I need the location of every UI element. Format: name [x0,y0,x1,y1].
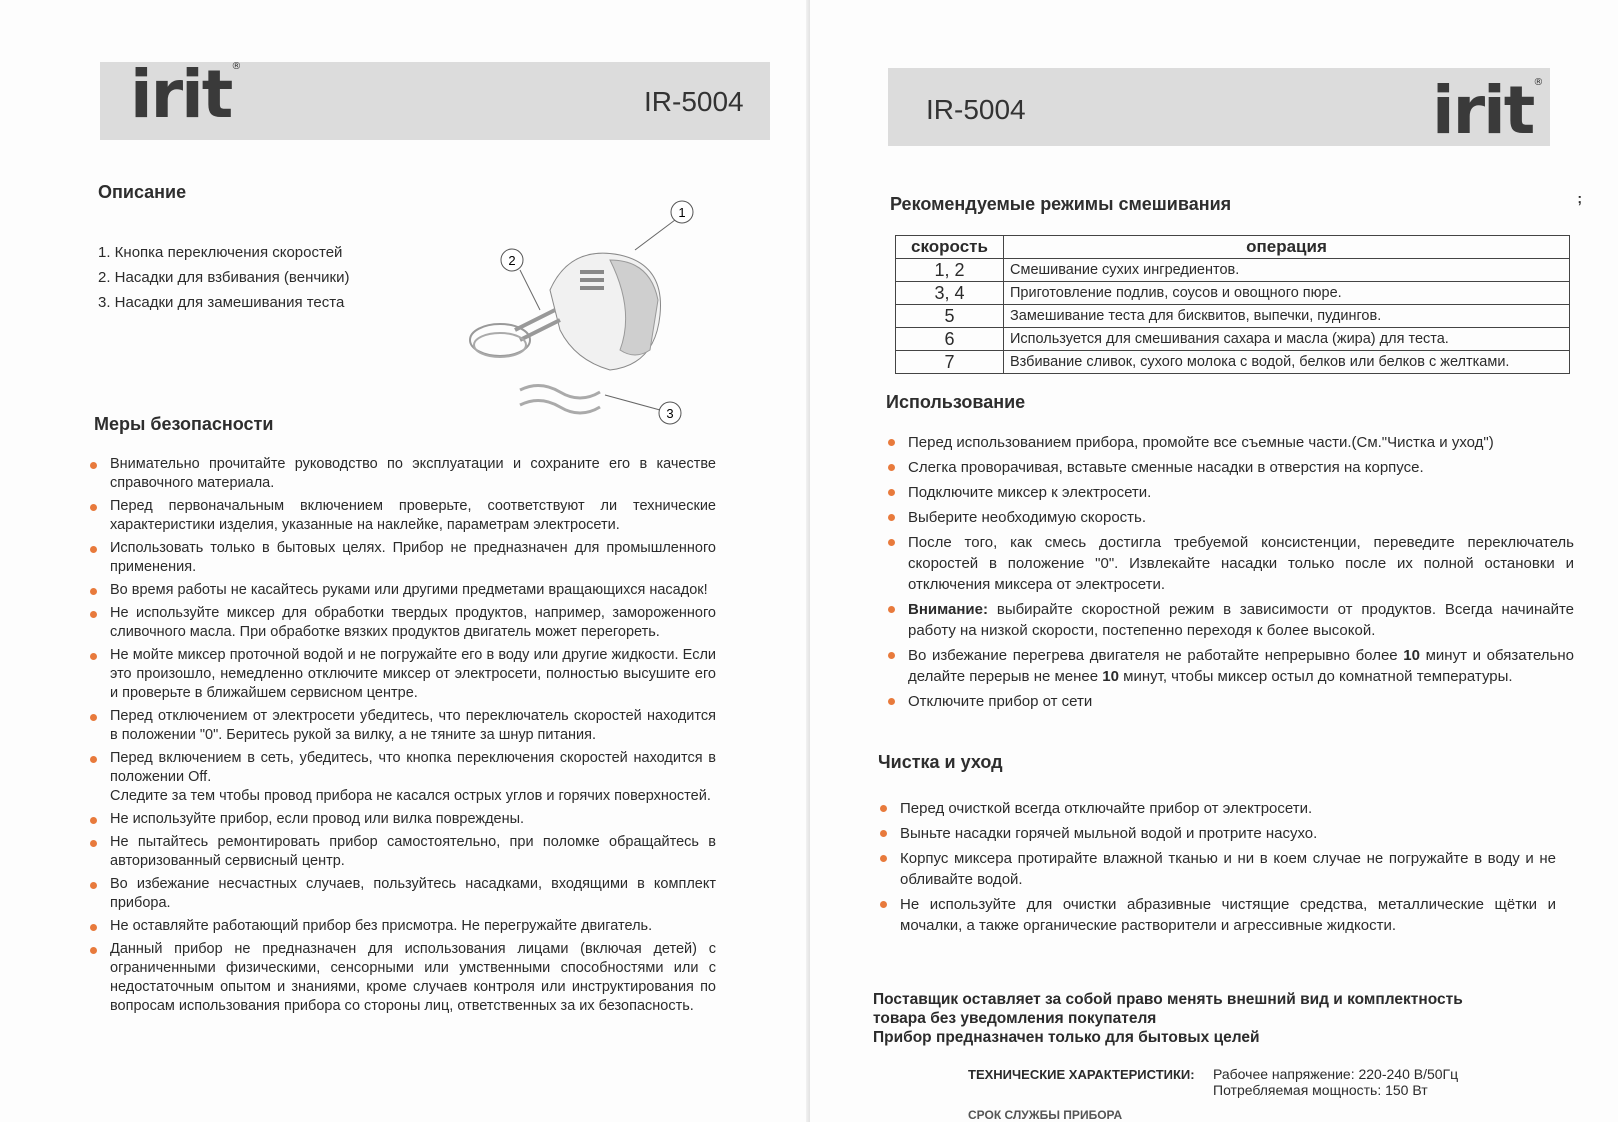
care-item: Корпус миксера протирайте влажной тканью и ни в коем случае не погружайте в воду и не обливайте водой. [876,848,1556,890]
description-item: 3. Насадки для замешивания теста [98,294,345,311]
usage-item: После того, как смесь достигла требуемой консистенции, переведите переключатель скоростей в положение "0". Извлекайте насадки только после их полной остановки и отключения миксера от электросети. [884,532,1574,595]
usage-item: Подключите миксер к электросети. [884,482,1574,503]
usage-item: Во избежание перегрева двигателя не работайте непрерывно более 10 минут и обязательно делайте перерыв не менее 10 минут, чтобы миксер остыл до комнатной температуры. [884,645,1574,687]
safety-item: Перед первоначальным включением проверьте, соответствуют ли технические характеристики изделия, указанные на наклейке, параметрам электросети. [86,497,716,535]
safety-title: Меры безопасности [94,414,274,434]
usage-item: Выберите необходимую скорость. [884,507,1574,528]
safety-item: Во время работы не касайтесь руками или другими предметами вращающихся насадок! [86,581,716,600]
supplier-notice: Поставщик оставляет за собой право менять внешний вид и комплектность товара без уведомления покупателя Прибор предназначен только для бытовых целей [873,991,1463,1046]
tech-label: ТЕХНИЧЕСКИЕ ХАРАКТЕРИСТИКИ: [968,1067,1195,1082]
left-model: IR-5004 [644,86,744,117]
modes-title: Рекомендуемые режимы смешивания [890,194,1232,214]
table-row: 5 Замешивание теста для бисквитов, выпечки, пудингов. [896,305,1570,328]
safety-item: Перед включением в сеть, убедитесь, что кнопка переключения скоростей находится в положении Off. Следите за тем чтобы провод прибора не касался острых углов и горячих поверхностей. [86,749,716,806]
callout-2: 2 [508,253,516,268]
description-item: 1. Кнопка переключения скоростей [98,244,343,261]
care-title: Чистка и уход [878,752,1003,772]
right-logo: irit® [1432,72,1544,149]
care-item: Не используйте для очистки абразивные чистящие средства, металлические щётки и мочалки, а также органические растворители и агрессивные жидкости. [876,894,1556,936]
callout-3: 3 [666,406,674,421]
right-model: IR-5004 [926,94,1026,125]
safety-item: Не оставляйте работающий прибор без присмотра. Не перегружайте двигатель. [86,917,716,936]
left-logo: irit® [130,56,242,133]
callout-1: 1 [678,205,686,220]
safety-item: Не пытайтесь ремонтировать прибор самостоятельно, при поломке обращайтесь в авторизованный сервисный центр. [86,833,716,871]
col-speed-header: скорость [896,236,1004,259]
safety-item: Использовать только в бытовых целях. Прибор не предназначен для промышленного применения. [86,539,716,577]
tech-voltage: Рабочее напряжение: 220-240 В/50Гц [1213,1066,1459,1082]
service-life-cut: СРОК СЛУЖБЫ ПРИБОРА [968,1108,1123,1122]
description-list [98,240,349,315]
usage-item: Слегка проворачивая, вставьте сменные насадки в отверстия на корпусе. [884,457,1574,478]
safety-item: Перед отключением от электросети убедитесь, что переключатель скоростей находится в положении "0". Беритесь рукой за вилку, а не тяните за шнур питания. [86,707,716,745]
safety-item: Не мойте миксер проточной водой и не погружайте его в воду или другие жидкости. Если это произошло, немедленно отключите миксер от электросети, полностью высушите его и проверьте в ближайшем сервисном центре. [86,646,716,703]
safety-item: Во избежание несчастных случаев, пользуйтесь насадками, входящими в комплект прибора. [86,875,716,913]
tech-specs [968,1066,1459,1098]
table-header-row [896,236,1570,259]
table-row: 7 Взбивание сливок, сухого молока с водой, белков или белков с желтками. [896,351,1570,374]
safety-item: Данный прибор не предназначен для использования лицами (включая детей) с ограниченными физическими, сенсорными или умственными способностями или с недостаточным опытом и знаниями, кроме случаев контроля или инструктирования по вопросам использования прибора со стороны лиц, ответственных за их безопасность. [86,940,716,1016]
page-mark: ; [1577,190,1582,206]
safety-item: Не используйте прибор, если провод или вилка повреждены. [86,810,716,829]
table-row: 3, 4 Приготовление подлив, соусов и овощного пюре. [896,282,1570,305]
care-item: Перед очисткой всегда отключайте прибор от электросети. [876,798,1556,819]
care-item: Выньте насадки горячей мыльной водой и протрите насухо. [876,823,1556,844]
safety-item: Не используйте миксер для обработки твердых продуктов, например, замороженного сливочного масла. При обработке вязких продуктов двигатель может перегореть. [86,604,716,642]
description-item: 2. Насадки для взбивания (венчики) [98,269,350,286]
care-list [876,798,1556,940]
usage-item: Отключите прибор от сети [884,691,1574,712]
table-row: 1, 2 Смешивание сухих ингредиентов. [896,259,1570,282]
safety-list [86,455,716,1020]
tech-power: Потребляемая мощность: 150 Вт [1213,1082,1428,1098]
usage-list [884,432,1574,716]
modes-table [895,235,1570,374]
table-row: 6 Используется для смешивания сахара и масла (жира) для теста. [896,328,1570,351]
mixer-illustration-icon [460,200,720,440]
usage-title: Использование [886,392,1026,412]
usage-item: Внимание: выбирайте скоростной режим в зависимости от продуктов. Всегда начинайте работу на низкой скорости, постепенно переходя к более высокой. [884,599,1574,641]
col-operation-header: операция [1004,236,1570,259]
usage-item: Перед использованием прибора, промойте все съемные части.(См."Чистка и уход") [884,432,1574,453]
safety-item: Внимательно прочитайте руководство по эксплуатации и сохраните его в качестве справочного материала. [86,455,716,493]
description-title: Описание [98,182,187,202]
